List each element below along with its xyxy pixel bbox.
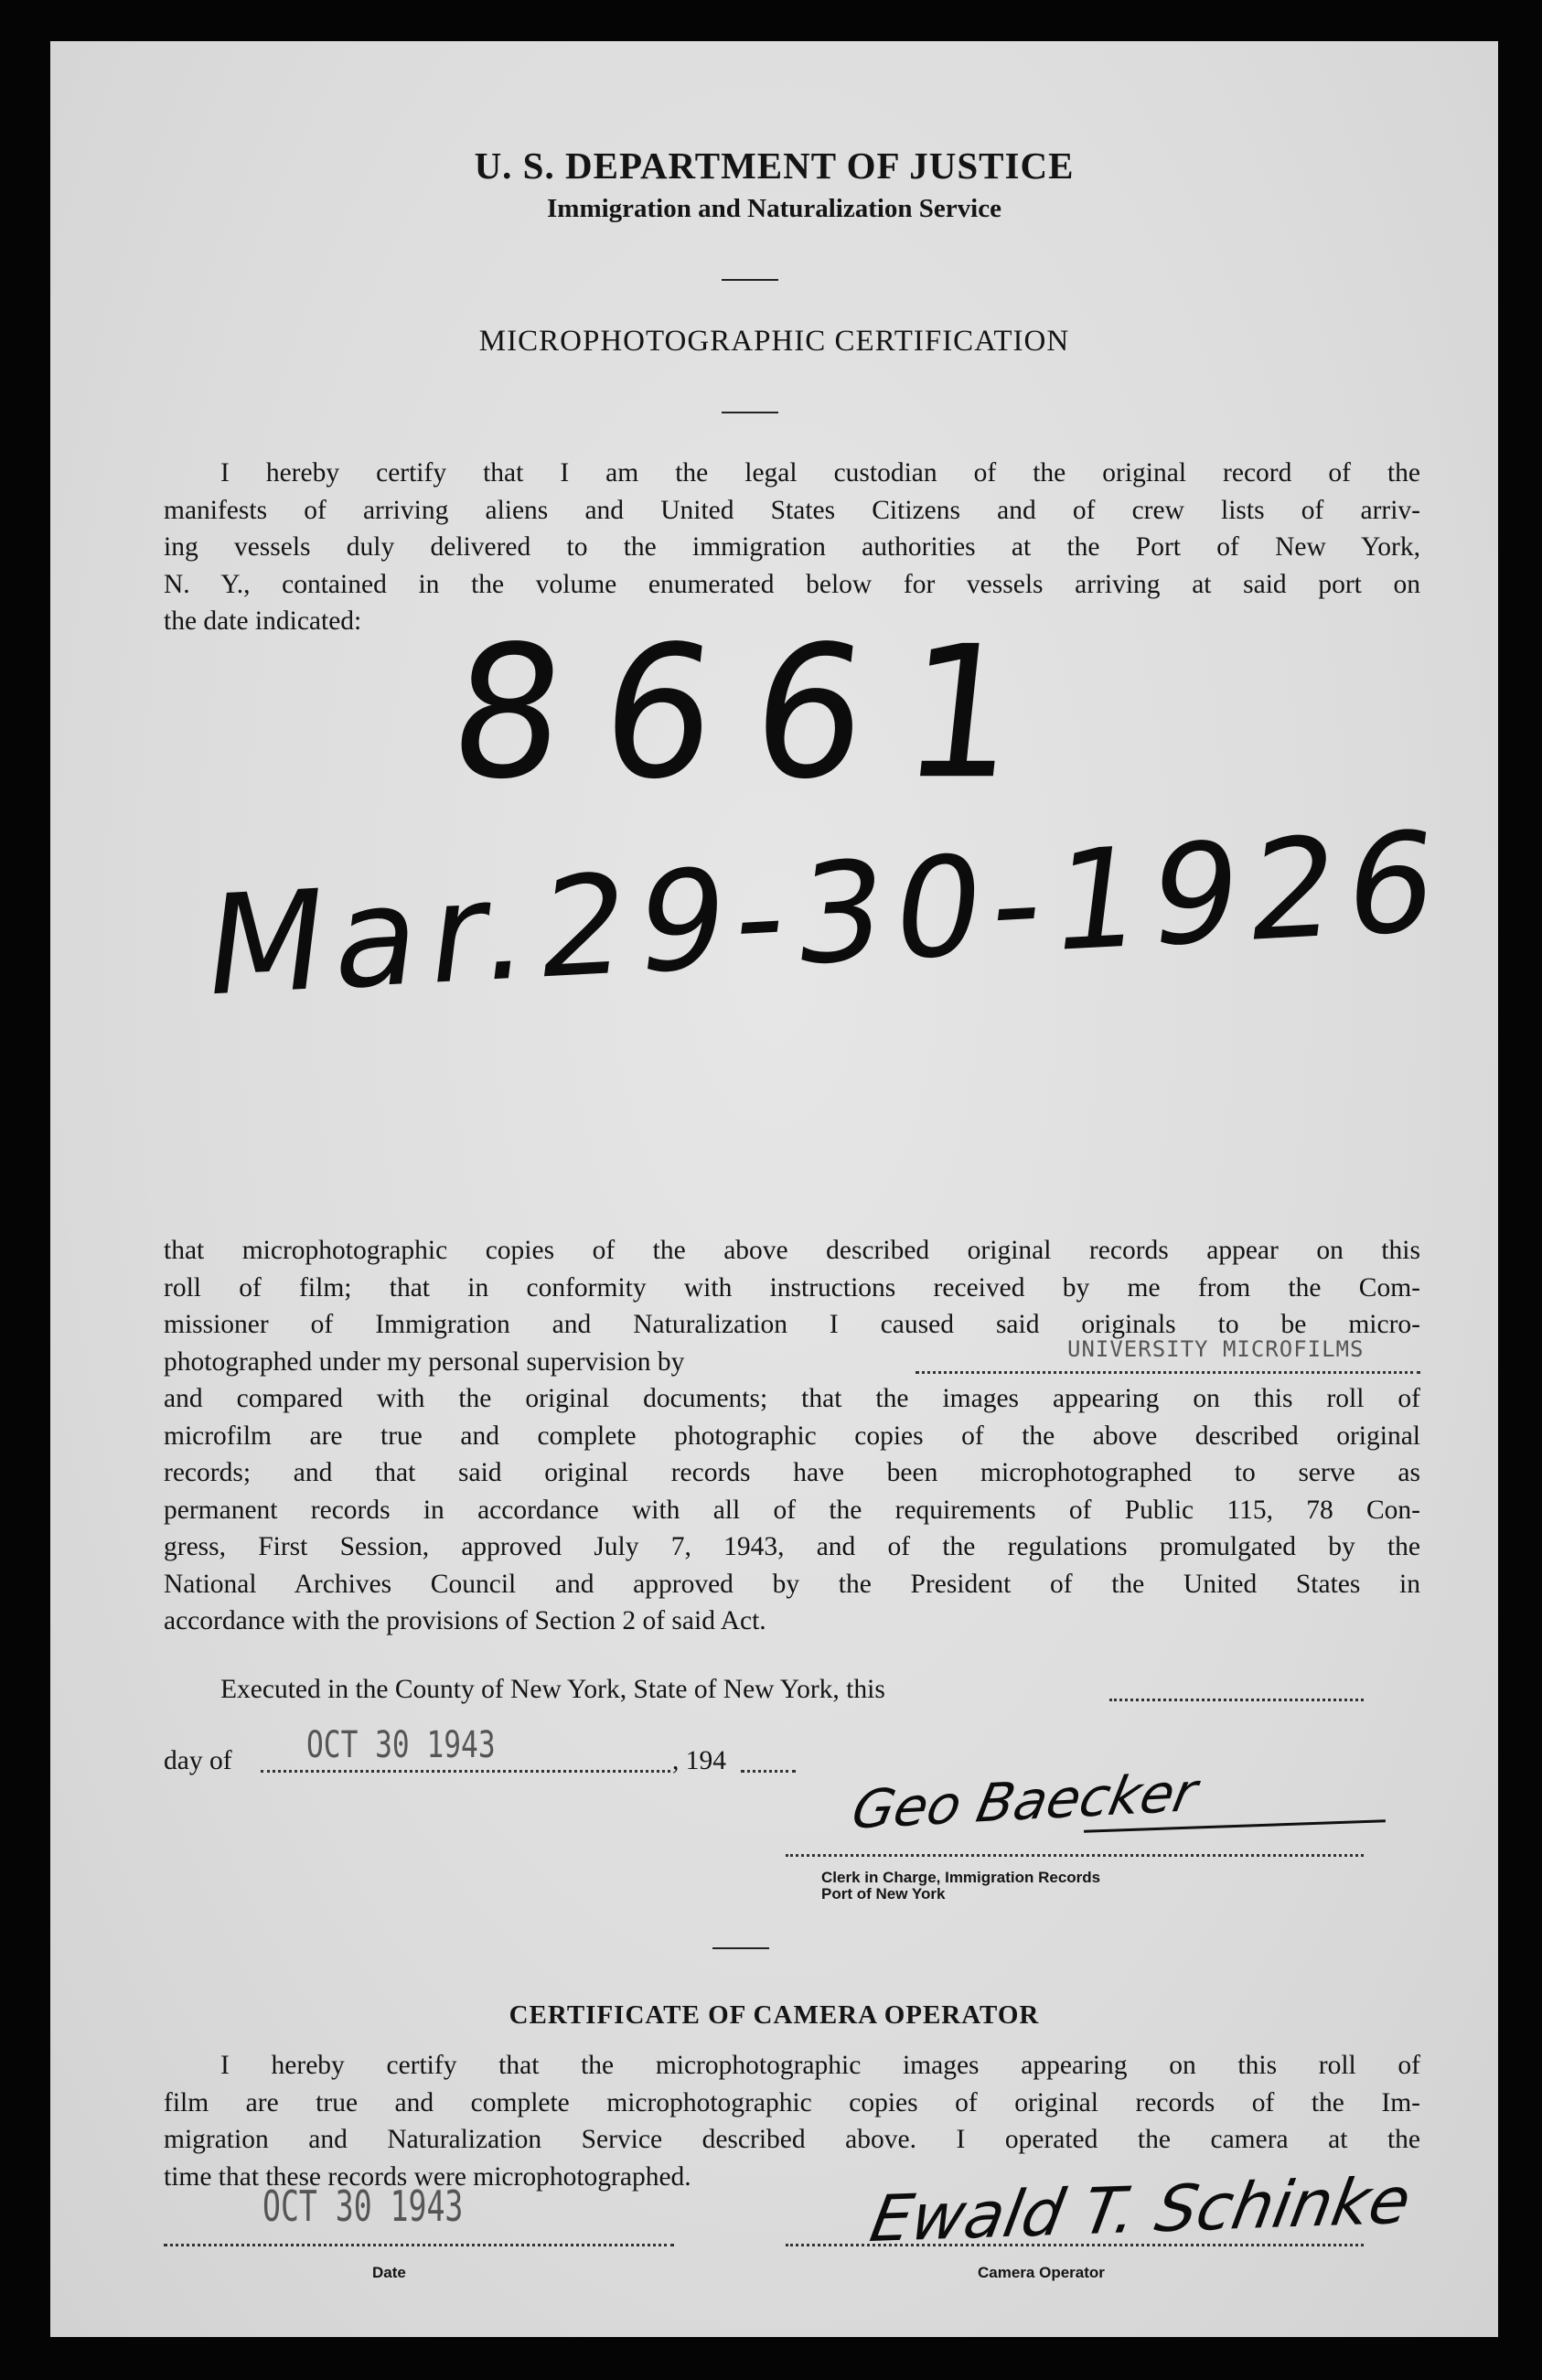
dotted-line (261, 1770, 670, 1773)
text-line: manifests of arriving aliens and United States Citizens and of crew lists of arriv- (164, 495, 1420, 525)
body-paragraph (164, 1232, 1420, 1344)
text-line: film are true and complete microphotographic copies of original records of the Im- (164, 2087, 1420, 2117)
text-line: accordance with the provisions of Section 2 of said Act. (164, 1606, 766, 1635)
clerk-signature: Geo Baecker (847, 1761, 1203, 1841)
handwritten-volume-number: 8661 (441, 606, 1067, 820)
certificate-page (50, 41, 1498, 2337)
body-paragraph-continued (164, 1380, 1420, 1640)
operator-signature: Ewald T. Schinke (864, 2162, 1417, 2257)
text-line: migration and Naturalization Service described above. I operated the camera at the (164, 2125, 1420, 2154)
department-heading: U. S. DEPARTMENT OF JUSTICE (474, 145, 1075, 187)
text-line: and compared with the original documents; that the images appearing on this roll of (164, 1384, 1420, 1413)
dotted-line (916, 1371, 1420, 1374)
text-line: records; and that said original records have been microphotographed to serve as (164, 1458, 1420, 1487)
text-line: microfilm are true and complete photographic copies of the above described original (164, 1420, 1420, 1451)
service-heading: Immigration and Naturalization Service (547, 194, 1001, 223)
text-line: N. Y., contained in the volume enumerated below for vessels arriving at said port on (164, 569, 1420, 599)
text-line: time that these records were microphotographed. (164, 2161, 691, 2192)
text-line: missioner of Immigration and Naturalization I caused said originals to be micro- (164, 1310, 1420, 1339)
year-prefix: , 194 (672, 1746, 726, 1775)
clerk-title: Clerk in Charge, Immigration Records (821, 1869, 1101, 1886)
text-line: I hereby certify that I am the legal custodian of the original record of the (220, 458, 1420, 488)
text-line: I hereby certify that the microphotographic images appearing on this roll of (220, 2051, 1420, 2080)
date-stamp: OCT 30 1943 (306, 1724, 496, 1766)
dotted-line (786, 1854, 1364, 1857)
date-label: Date (372, 2264, 406, 2281)
clerk-location: Port of New York (821, 1885, 946, 1903)
divider (722, 279, 778, 281)
text-line: roll of film; that in conformity with instructions received by me from the Com- (164, 1272, 1420, 1303)
dotted-line (164, 2244, 674, 2246)
photographed-by-label: photographed under my personal supervision by (164, 1347, 685, 1377)
photographed-by-row (164, 1336, 1420, 1384)
text-line: gress, First Session, approved July 7, 1943, and of the regulations promulgated by the (164, 1532, 1420, 1561)
text-line: the date indicated: (164, 606, 362, 636)
divider (712, 1947, 769, 1949)
dotted-line (741, 1770, 796, 1773)
microfilm-company-stamp: UNIVERSITY MICROFILMS (1067, 1336, 1365, 1362)
text-line: that microphotographic copies of the above described original records appear on this (164, 1236, 1420, 1265)
dotted-line (1109, 1699, 1364, 1701)
text-line: permanent records in accordance with all of the requirements of Public 115, 78 Con- (164, 1495, 1420, 1525)
handwritten-arrival-dates: Mar.29-30-1926 (197, 801, 1456, 1028)
text-line: ing vessels duly delivered to the immigration authorities at the Port of New York, (164, 532, 1420, 562)
day-of-label: day of (164, 1746, 232, 1775)
divider (722, 412, 778, 413)
text-line: National Archives Council and approved by the President of the United States in (164, 1569, 1420, 1599)
form-title: MICROPHOTOGRAPHIC CERTIFICATION (478, 325, 1070, 358)
camera-date-stamp: OCT 30 1943 (262, 2182, 464, 2231)
executed-text: Executed in the County of New York, State of New York, this (220, 1675, 885, 1704)
dotted-line (786, 2244, 1364, 2246)
camera-certificate-title: CERTIFICATE OF CAMERA OPERATOR (509, 2000, 1040, 2030)
camera-operator-label: Camera Operator (978, 2264, 1105, 2281)
